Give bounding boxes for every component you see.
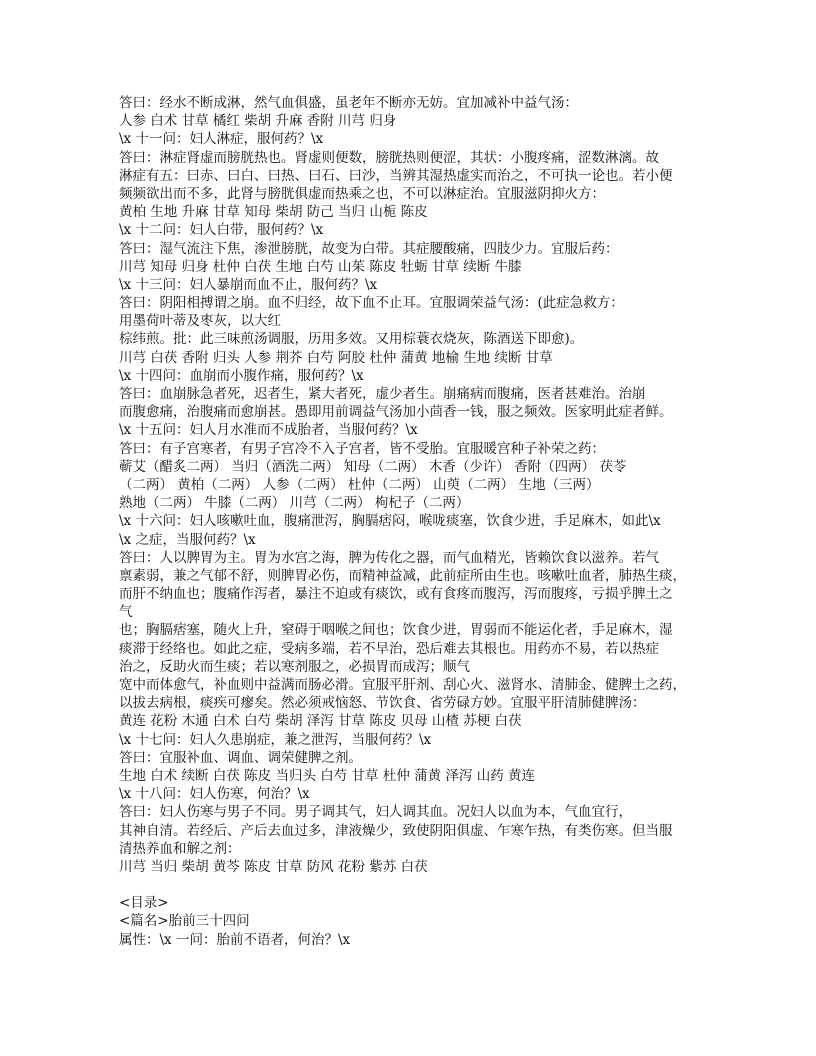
text-line: 川芎 知母 归身 杜仲 白茯 生地 白芍 山茱 陈皮 牡蛎 甘草 续断 牛膝 [119,258,522,275]
text-line: 答曰：血崩脉急者死，迟者生，紧大者死，虚少者生。崩痛病而腹痛，医者甚难治。治崩 [119,386,646,402]
text-line: 气 [119,604,133,621]
text-line: 答曰：阴阳相搏谓之崩。血不归经，故下血不止耳。宜服调荣益气汤：(此症急救方： [119,295,624,312]
text-line: 棕纬煎。批：此三味煎汤调服，历用多效。又用棕蓑衣烧灰，陈酒送下即愈)。 [119,331,584,348]
text-line: 也；胸膈痞塞，随火上升，窒碍于咽喉之间也；饮食少进，胃弱而不能运化者，手足麻木，湿 [119,622,673,639]
text-line: \x 十一问：妇人淋症，服何药？\x [119,131,324,148]
text-line: \x 十五问：妇人月水准而不成胎者，当服何药？\x [119,422,418,439]
text-line: 川芎 当归 柴胡 黄芩 陈皮 甘草 防风 花粉 紫苏 白茯 [119,858,428,875]
text-line: （二两） 黄柏（二两） 人参（二两） 杜仲（二两） 山萸（二两） 生地（三两） [119,476,600,493]
text-line: 其神自清。若经后、产后去血过多，津液燥少，致使阴阳俱虚、乍寒乍热，有类伤寒。但当服 [119,822,673,839]
text-line: 答曰：有子宫寒者，有男子宫冷不入子宫者，皆不受胎。宜服暖宫种子补荣之药： [119,440,605,457]
text-line: 黄连 花粉 木通 白术 白芍 柴胡 泽泻 甘草 陈皮 贝母 山楂 苏梗 白茯 [119,713,522,730]
text-line: 人参 白术 甘草 橘红 柴胡 升麻 香附 川芎 归身 [119,113,397,130]
text-line: \x 十三问：妇人暴崩而血不止，服何药？\x [119,276,378,293]
text-line: 答曰：妇人伤寒与男子不同。男子调其气，妇人调其血。况妇人以血为本，气血宜行， [119,804,632,821]
text-line: 答曰：经水不断成淋，然气血俱盛，虽老年不断亦无妨。宜加减补中益气汤： [119,95,578,111]
text-line: 禀素弱，兼之气郁不舒，则脾胃必伤，而精神益减，此前症所由生也。咳嗽吐血者，肺热生痰， [119,567,686,584]
text-line: \x 之症，当服何药？\x [119,531,256,548]
text-line: <篇名>胎前三十四问 [119,913,250,930]
text-line: \x 十七问：妇人久患崩症，兼之泄泻，当服何药？\x [119,731,432,748]
text-line: 黄柏 生地 升麻 甘草 知母 柴胡 防己 当归 山栀 陈皮 [119,204,428,221]
text-line: 以拔去病根，痰疾可瘳矣。然必须戒恼怒、节饮食、省劳碌方妙。宜服平肝清肺健脾汤： [119,695,646,712]
text-line: 蕲艾（醋炙二两） 当归（酒洗二两） 知母（二两） 木香（少许） 香附（四两） 茯苓 [119,458,627,475]
text-line: 答曰：湿气流注下焦，渗泄膀胱，故变为白带。其症腰酸痛，四肢少力。宜服后药： [119,240,619,257]
text-line: 川芎 白茯 香附 归头 人参 荆芥 白芍 阿胶 杜仲 蒲黄 地榆 生地 续断 甘草 [119,349,553,366]
text-line: 宽中而体愈气，补血则中益满而肠必滑。宜服平肝剂、刮心火、滋肾水、清肺金、健脾土之药， [119,677,686,693]
text-line: 生地 白术 续断 白茯 陈皮 当归头 白芍 甘草 杜仲 蒲黄 泽泻 山药 黄连 [119,767,535,784]
text-line: \x 十二问：妇人白带，服何药？\x [119,222,324,239]
text-line: 清热养血和解之剂： [119,840,241,857]
text-line: \x 十四问：血崩而小腹作痛，服何药？\x [119,367,364,384]
document-body [119,94,719,949]
text-line: \x 十八问：妇人伤寒，何治？\x [119,786,310,803]
text-line: 治之，反助火而生痰；若以寒剂服之，必损胃而成泻；顺气 [119,658,470,675]
text-line: 淋症有五：曰赤、曰白、曰热、曰石、曰沙，当辨其湿热虚实而治之，不可执一论也。若小便 [119,167,673,184]
text-line: 熟地（二两） 牛膝（二两） 川芎（二两） 枸杞子（二两） [119,495,470,512]
text-line: 用墨荷叶蒂及枣灰，以大红 [119,313,281,330]
text-line: 频频欲出而不多，此肾与膀胱俱虚而热乘之也，不可以淋症治。宜服滋阴抑火方： [119,185,605,202]
text-line: 答曰：宜服补血、调血、调荣健脾之剂。 [119,749,362,766]
text-line: \x 十六问：妇人咳嗽吐血，腹痛泄泻，胸膈痞闷，喉咙痰塞，饮食少进，手足麻木，如此\x [119,513,661,530]
text-line: 痰滞于经络也。如此之症，受病多端，若不早治，恐后难去其根也。用药亦不易，若以热症 [119,640,659,657]
text-line: 属性：\x 一问：胎前不语者，何治？\x [119,931,351,948]
text-line: 而肝不纳血也；腹痛作泻者，暴注不迫或有痰饮，或有食疼而腹泻，泻而腹疼，亏损乎脾土之 [119,586,673,603]
text-line: 答曰：人以脾胃为主。胃为水宫之海，脾为传化之器，而气血精光，皆赖饮食以滋养。若气 [119,549,659,566]
text-line: <目录> [119,895,169,912]
text-line [119,876,719,894]
text-line: 答曰：淋症肾虚而膀胱热也。肾虚则便数，膀胱热则便涩，其状：小腹疼痛，涩数淋漓。故 [119,149,659,166]
text-line: 而腹愈痛，治腹痛而愈崩甚。愚即用前调益气汤加小茴香一钱，服之频效。医家明此症者鲜。 [119,404,673,421]
